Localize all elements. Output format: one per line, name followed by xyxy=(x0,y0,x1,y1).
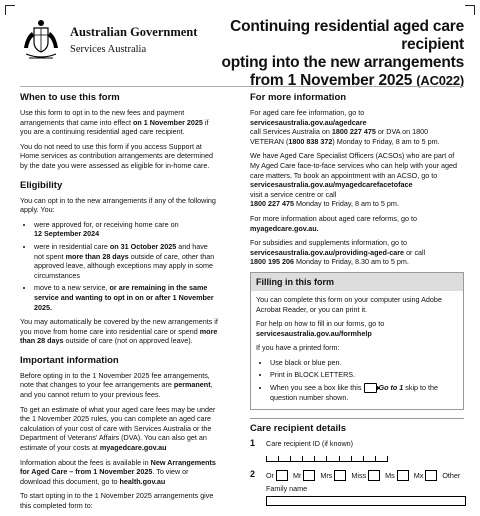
miss-label: Miss xyxy=(351,471,367,481)
filling-paragraph-3: If you have a printed form: xyxy=(256,343,340,353)
form-code: (AC022) xyxy=(416,73,464,88)
section-heading: Care recipient details xyxy=(250,422,347,434)
question-number: 2 xyxy=(250,469,256,480)
eligibility-section xyxy=(20,180,218,346)
question-1 xyxy=(250,439,464,463)
more-info-paragraph-1: For aged care fee information, go to servicesaustralia.gov.au/agedcare call Services Australia on 1800 227 475 or DVA on 1800 VETERAN (1800 838 372) Monday to Friday, 8 am to 5 pm. xyxy=(250,108,440,146)
when-to-use-section xyxy=(20,92,218,171)
mrs-label: Mrs xyxy=(320,471,333,481)
section-heading: Eligibility xyxy=(20,179,63,191)
title-line-2: opting into the new arrangements xyxy=(221,54,464,71)
section-heading: Filling in this form xyxy=(251,273,463,291)
filling-paragraph-2: For help on how to fill in our forms, go to servicesaustralia.gov.au/formhelp xyxy=(256,319,385,338)
filling-in-form-box xyxy=(250,272,464,410)
government-logo xyxy=(20,18,198,62)
ms-label: Ms xyxy=(385,471,395,481)
form-title xyxy=(174,18,464,90)
eligibility-list xyxy=(20,220,218,312)
facetoface-link[interactable]: servicesaustralia.gov.au/myagedcarefacetoface xyxy=(250,180,413,190)
list-item: • move to a new service, or are remaining in the same service and wanting to opt in on or after 1 November 2025. xyxy=(34,283,218,312)
when-paragraph-1: Use this form to opt in to the new fees and payment arrangements that came into effect on 1 November 2025 if you are a continuing residential aged care recipient. xyxy=(20,108,209,137)
government-name: Australian Government xyxy=(70,25,198,39)
title-line-1: Continuing residential aged care recipient xyxy=(230,18,464,53)
or-label: Or xyxy=(266,471,274,481)
more-information-section xyxy=(250,92,464,267)
important-paragraph-3: Information about the fees is available in New Arrangements for Aged Care – from 1 November 2025. To view or download this document, go to health.gov.au xyxy=(20,457,216,486)
left-column xyxy=(20,92,218,516)
other-label: Other xyxy=(442,471,461,481)
important-paragraph-4: To start opting in to the 1 November 2025 arrangements give this completed form to: xyxy=(20,491,214,510)
more-info-paragraph-2: We have Aged Care Specialist Officers (ACSOs) who are part of My Aged Care face-to-face services who can help with your aged care matters. To book an appointment with an ACSO, go to servicesaustralia.gov.au/myagedcarefacetoface visit a service centre or call 1800 227 475 Monday to Friday, 8 am to 5 pm. xyxy=(250,151,457,209)
when-paragraph-2: You do not need to use this form if you access Support at Home services as contribution arrangements are determined by the date you were assessed as eligible for in-home care. xyxy=(20,141,213,170)
family-name-label: Family name xyxy=(266,484,308,494)
section-heading: Important information xyxy=(20,354,119,366)
care-recipient-details-section xyxy=(250,418,464,506)
mr-label: Mr xyxy=(292,471,302,481)
more-info-paragraph-4: For subsidies and supplements information, go to servicesaustralia.gov.au/providing-aged-care or call 1800 195 206 Monday to Friday, 8.30 am to 5 pm. xyxy=(250,238,426,267)
agedcare-link[interactable]: servicesaustralia.gov.au/agedcare xyxy=(250,117,367,127)
arrow-box-icon xyxy=(364,383,377,393)
header-divider xyxy=(20,86,464,87)
question-number: 1 xyxy=(250,437,256,448)
form-header xyxy=(0,0,480,89)
care-recipient-id-field[interactable] xyxy=(266,451,388,462)
important-information-section xyxy=(20,355,218,511)
list-item: • were in residential care on 31 October 2025 and have not spent more than 28 days outside of care, other than approved leave, although exceptions may apply in some circumstances xyxy=(34,242,218,280)
myagedcare-link[interactable]: myagedcare.gov.au. xyxy=(250,223,319,233)
formhelp-link[interactable]: servicesaustralia.gov.au/formhelp xyxy=(256,328,372,338)
eligibility-paragraph: You may automatically be covered by the new arrangements if you move from home care into residential care or spend more than 28 days outside of care (not on approved leave). xyxy=(20,317,218,346)
list-item: • When you see a box like this Go to 1 skip to the question number shown. xyxy=(270,383,458,403)
coat-of-arms-icon xyxy=(20,18,62,62)
more-info-paragraph-3: For more information about aged care reforms, go to myagedcare.gov.au. xyxy=(250,213,417,233)
mx-label: Mx xyxy=(413,471,424,481)
important-paragraph-1: Before opting in to the 1 November 2025 fee arrangements, note that changes to your fee arrangements are permanent, and you cannot return to your previous fees. xyxy=(20,370,213,400)
question-2 xyxy=(250,470,464,506)
section-heading: For more information xyxy=(250,92,347,103)
printed-form-list xyxy=(256,358,458,403)
question-label: Care recipient ID (if known) xyxy=(266,438,354,448)
eligibility-intro: You can opt in to the new arrangements if any of the following apply. You: xyxy=(20,195,216,215)
title-line-3: from 1 November 2025 xyxy=(249,72,413,89)
important-paragraph-2: To get an estimate of what your aged care fees may be under the 1 November 2025 rules, you can complete an aged care calculation of your cost of care with Services Australia or the Department of Veterans' Affairs (DVA). You can also get an estimate of your costs at myagedcare.gov.au xyxy=(20,404,216,453)
list-item: • Use black or blue pen. xyxy=(270,358,458,368)
agency-name: Services Australia xyxy=(70,44,147,55)
filling-paragraph-1: You can complete this form on your computer using Adobe Acrobat Reader, or you can print it. xyxy=(256,294,442,314)
list-item: • were approved for, or receiving home care on 12 September 2024 xyxy=(34,220,218,239)
section-heading: When to use this form xyxy=(20,92,120,103)
right-column xyxy=(250,92,464,514)
list-item: • Print in BLOCK LETTERS. xyxy=(270,370,458,380)
family-name-field[interactable] xyxy=(266,496,466,506)
providing-aged-care-link[interactable]: servicesaustralia.gov.au/providing-aged-care xyxy=(250,247,405,257)
